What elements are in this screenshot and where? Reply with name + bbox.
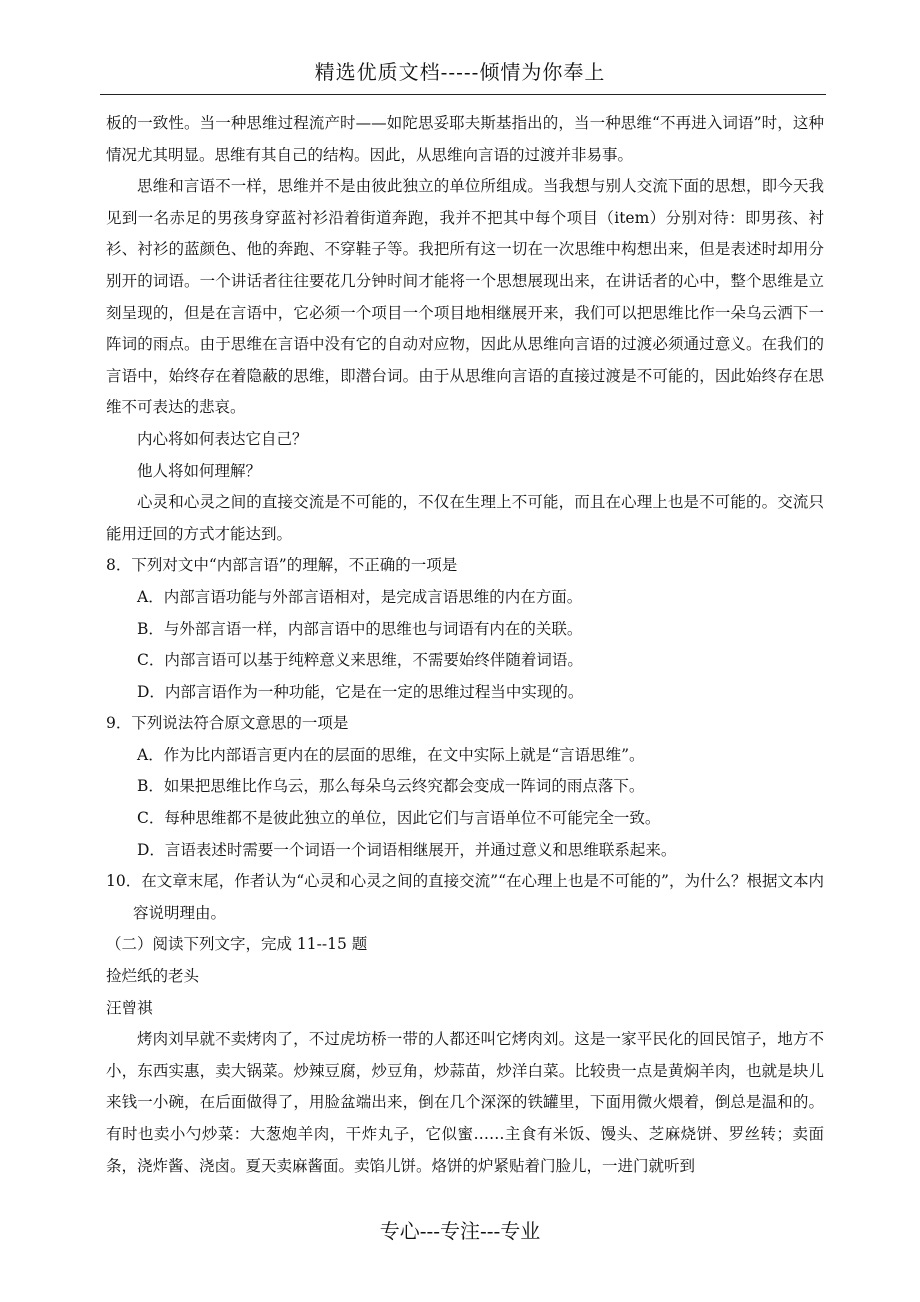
question-9-option-d: D．言语表述时需要一个词语一个词语相继展开，并通过意义和思维联系起来。 [137, 840, 677, 859]
question-8-option-b: B．与外部言语一样，内部言语中的思维也与词语有内在的关联。 [137, 619, 583, 638]
page-header: 精选优质文档-----倾情为你奉上 [314, 60, 606, 84]
passage-1-paragraph-3: 内心将如何表达它自己？ [137, 429, 308, 448]
passage-1-paragraph-1: 板的一致性。当一种思维过程流产时——如陀思妥耶夫斯基指出的，当一种思维“不再进入词语”时，这种情况尤其明显。思维有其自己的结构。因此，从思维向言语的过渡并非易事。 [106, 114, 824, 164]
section-2 [106, 929, 824, 1182]
passage-1-paragraph-4: 他人将如何理解？ [137, 461, 262, 480]
header-rule [100, 94, 826, 95]
page-footer: 专心---专注---专业 [379, 1219, 541, 1243]
question-8-option-d: D．内部言语作为一种功能，它是在一定的思维过程当中实现的。 [137, 682, 584, 701]
question-9-option-b: B．如果把思维比作乌云，那么每朵乌云终究都会变成一阵词的雨点落下。 [137, 777, 645, 796]
question-10 [106, 866, 824, 929]
story-author: 汪曾祺 [106, 998, 153, 1017]
passage-1-paragraph-2: 思维和言语不一样，思维并不是由彼此独立的单位所组成。当我想与别人交流下面的思想，即今天我见到一名赤足的男孩身穿蓝衬衫沿着街道奔跑，我并不把其中每个项目（item）分别对待：即男孩、衬衫、衬衫的蓝颜色、他的奔跑、不穿鞋子等。我把所有这一切在一次思维中构想出来，但是表述时却用分别开的词语。一个讲话者往往要花几分钟时间才能将一个思想展现出来，在讲话者的心中，整个思维是立刻呈现的，但是在言语中，它必须一个项目一个项目地相继展开来，我们可以把思维比作一朵乌云洒下一阵词的雨点。由于思维在言语中没有它的自动对应物，因此从思维向言语的过渡必须通过意义。在我们的言语中，始终存在着隐蔽的思维，即潜台词。由于从思维向言语的直接过渡是不可能的，因此始终存在思维不可表达的悲哀。 [106, 177, 824, 417]
question-10-stem: 10．在文章末尾，作者认为“心灵和心灵之间的直接交流”“在心理上也是不可能的”，为什么？根据文本内容说明理由。 [106, 872, 824, 922]
passage-1-paragraph-5: 心灵和心灵之间的直接交流是不可能的，不仅在生理上不可能，而且在心理上也是不可能的。交流只能用迂回的方式才能达到。 [106, 493, 824, 543]
question-9-option-a: A．作为比内部语言更内在的层面的思维，在文中实际上就是“言语思维”。 [137, 745, 645, 764]
question-8 [106, 550, 824, 708]
question-8-option-a: A．内部言语功能与外部言语相对，是完成言语思维的内在方面。 [137, 587, 583, 606]
question-9 [106, 708, 824, 866]
story-paragraph-1: 烤肉刘早就不卖烤肉了，不过虎坊桥一带的人都还叫它烤肉刘。这是一家平民化的回民馆子，地方不小，东西实惠，卖大锅菜。炒辣豆腐，炒豆角，炒蒜苗，炒洋白菜。比较贵一点是黄焖羊肉，也就是块儿来钱一小碗，在后面做得了，用脸盆端出来，倒在几个深深的铁罐里，下面用微火煨着，倒总是温和的。有时也卖小勺炒菜：大葱炮羊肉，干炸丸子，它似蜜……主食有米饭、馒头、芝麻烧饼、罗丝转；卖面条，浇炸酱、浇卤。夏天卖麻酱面。卖馅儿饼。烙饼的炉紧贴着门脸儿，一进门就听到 [106, 1030, 824, 1175]
question-8-option-c: C．内部言语可以基于纯粹意义来思维，不需要始终伴随着词语。 [137, 651, 583, 670]
document-body [106, 108, 824, 1182]
story-title: 捡烂纸的老头 [106, 967, 200, 986]
section-2-heading: （二）阅读下列文字，完成 11--15 题 [106, 935, 368, 954]
passage-1 [106, 108, 824, 550]
question-9-option-c: C．每种思维都不是彼此独立的单位，因此它们与言语单位不可能完全一致。 [137, 809, 661, 828]
question-9-stem: 9．下列说法符合原文意思的一项是 [106, 714, 349, 733]
question-8-stem: 8．下列对文中“内部言语”的理解，不正确的一项是 [106, 556, 458, 575]
